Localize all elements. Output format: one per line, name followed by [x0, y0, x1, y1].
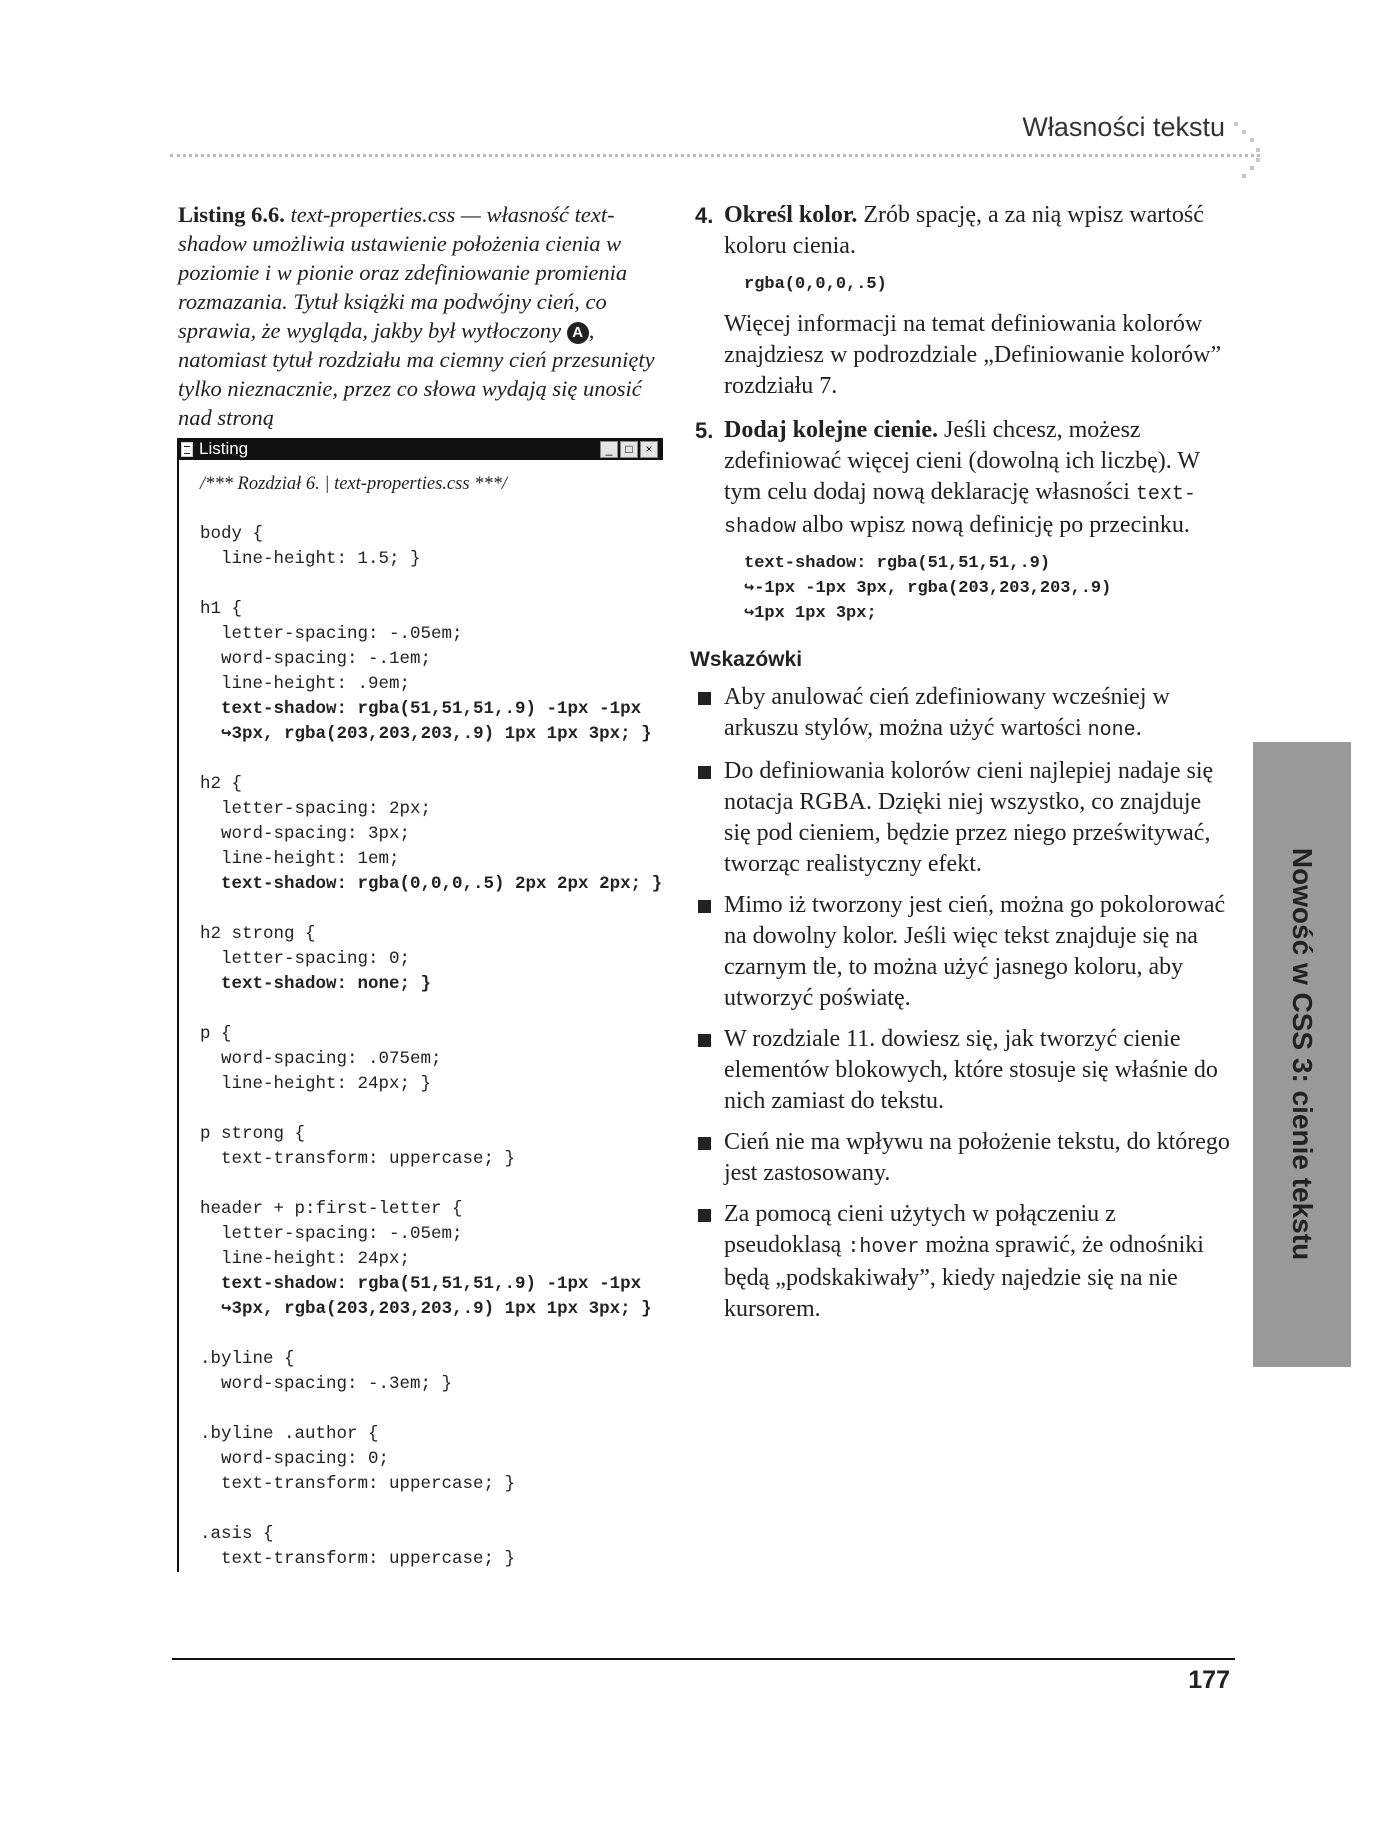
code-line [200, 1172, 662, 1197]
code-line: line-height: 24px; } [200, 1074, 432, 1094]
bullet-square-icon [698, 1209, 711, 1222]
step-title: Określ kolor. [724, 202, 858, 228]
listing-label: Listing 6.6. [178, 202, 285, 227]
code-line: text-shadow: rgba(0,0,0,.5) 2px 2px 2px; } [200, 874, 663, 894]
code-line [200, 1322, 662, 1347]
code-line: h2 strong { [200, 924, 316, 944]
code-line: .byline .author { [200, 1424, 379, 1444]
side-tab-label: Nowość w CSS 3: cienie tekstu [1287, 847, 1318, 1261]
tip-text-end: można sprawić, że odnośniki będą „podskakiwały”, kiedy najedzie się na nie kursorem. [724, 1232, 1204, 1322]
code-line: ↪3px, rgba(203,203,203,.9) 1px 1px 3px; } [200, 724, 652, 744]
tip-text: W rozdziale 11. dowiesz się, jak tworzyć cienie elementów blokowych, które stosuje się właśnie do nich zamiast do tekstu. [724, 1026, 1218, 1114]
bullet-square-icon [698, 900, 711, 913]
code-line: letter-spacing: -.05em; [200, 1224, 463, 1244]
code-listing [200, 522, 662, 1572]
tips-heading: Wskazówki [690, 648, 803, 671]
step-note: Więcej informacji na temat definiowania kolorów znajdziesz w podrozdziale „Definiowanie kolorów” rozdziału 7. [724, 311, 1222, 399]
code-line: line-height: 1.5; } [200, 549, 421, 569]
code-line: line-height: .9em; [200, 674, 411, 694]
running-header: Własności tekstu [1022, 112, 1225, 142]
inline-code: text-shadow [724, 483, 1196, 539]
instructions-column [690, 200, 1230, 1335]
tip-item [690, 1024, 1230, 1117]
tip-text: Aby anulować cień zdefiniowany wcześniej w arkuszu stylów, można użyć wartości [724, 684, 1170, 741]
step-4 [690, 200, 1230, 262]
bullet-square-icon [698, 1137, 711, 1150]
step-title: Dodaj kolejne cienie. [724, 417, 938, 443]
code-line: word-spacing: 3px; [200, 824, 411, 844]
tip-item [690, 756, 1230, 880]
step-text: Jeśli chcesz, możesz zdefiniować więcej cieni (dowolną ich liczbę). W tym celu dodaj nową deklarację własności [724, 417, 1200, 505]
code-line: .asis { [200, 1524, 274, 1544]
bullet-square-icon [698, 1034, 711, 1047]
code-line: text-transform: uppercase; } [200, 1549, 516, 1569]
code-line [200, 1397, 662, 1422]
code-line: letter-spacing: -.05em; [200, 624, 463, 644]
code-line: letter-spacing: 0; [200, 949, 411, 969]
code-line: word-spacing: 0; [200, 1449, 390, 1469]
tip-text: Do definiowania kolorów cieni najlepiej nadaje się notacja RGBA. Dzięki niej wszystko, co znajduje się pod cieniem, będzie przez niego prześwitywać, tworząc realistyczny efekt. [724, 758, 1214, 877]
code-line: text-shadow: rgba(51,51,51,.9) -1px -1px [200, 1274, 642, 1294]
minimize-icon: _ [600, 441, 618, 458]
footer-rule [172, 1658, 1235, 1660]
tip-item [690, 682, 1230, 746]
step-number: 4. [695, 203, 714, 228]
code-line: h2 { [200, 774, 243, 794]
code-line: ↪3px, rgba(203,203,203,.9) 1px 1px 3px; } [200, 1299, 652, 1319]
code-line [200, 1097, 662, 1122]
tip-text: Mimo iż tworzony jest cień, można go pokolorować na dowolny kolor. Jeśli więc tekst znajduje się na czarnym tle, to można użyć jasnego koloru, aby utworzyć poświatę. [724, 892, 1226, 1011]
document-icon [181, 442, 193, 457]
code-line: letter-spacing: 2px; [200, 799, 432, 819]
corner-dots-ornament [1232, 120, 1262, 182]
code-line: line-height: 24px; [200, 1249, 411, 1269]
code-line: p strong { [200, 1124, 306, 1144]
tip-text: Za pomocą cieni użytych w połączeniu z pseudoklasą [724, 1201, 1116, 1258]
code-line: text-shadow: rgba(51,51,51,.9) -1px -1px [200, 699, 642, 719]
tips-list [690, 682, 1230, 1325]
header-dotted-rule [170, 154, 1260, 157]
listing-left-border [177, 460, 179, 1572]
tip-item [690, 1127, 1230, 1189]
maximize-icon: □ [620, 441, 638, 458]
inline-code: :hover [847, 1236, 920, 1259]
listing-caption-text-end: , natomiast tytuł rozdziału ma ciemny cień przesunięty tylko nieznacznie, przez co słowa wydają się unosić nad stroną [178, 318, 655, 430]
code-line: line-height: 1em; [200, 849, 400, 869]
code-comment: /*** Rozdział 6. | text-properties.css ***/ [200, 474, 508, 494]
tip-text: Cień nie ma wpływu na położenie tekstu, do którego jest zastosowany. [724, 1129, 1230, 1186]
side-tab [1253, 742, 1351, 1367]
code-line: word-spacing: .075em; [200, 1049, 442, 1069]
step-number: 5. [695, 418, 714, 443]
code-line [200, 572, 662, 597]
code-line: .byline { [200, 1349, 295, 1369]
tip-item [690, 890, 1230, 1014]
tip-item [690, 1199, 1230, 1325]
bullet-square-icon [698, 766, 711, 779]
step-5 [690, 415, 1230, 543]
code-line: text-transform: uppercase; } [200, 1474, 516, 1494]
code-line: text-transform: uppercase; } [200, 1149, 516, 1169]
close-icon: × [640, 441, 658, 458]
code-line: text-shadow: none; } [200, 974, 432, 994]
step-code: rgba(0,0,0,.5) [744, 275, 887, 294]
listing-caption [178, 200, 668, 432]
code-line [200, 997, 662, 1022]
listing-window-title: Listing [199, 439, 249, 458]
inline-code: none [1087, 719, 1136, 742]
tip-text-end: . [1135, 715, 1142, 741]
code-line: h1 { [200, 599, 243, 619]
step-code: text-shadow: rgba(51,51,51,.9) ↪-1px -1px 3px, rgba(203,203,203,.9) ↪1px 1px 3px; [744, 554, 1112, 623]
code-line [200, 897, 662, 922]
bullet-square-icon [698, 692, 711, 705]
code-line: p { [200, 1024, 232, 1044]
listing-window-titlebar [177, 438, 663, 460]
code-line: word-spacing: -.1em; [200, 649, 432, 669]
code-line: body { [200, 524, 264, 544]
listing-caption-text: text-properties.css — własność text-shadow umożliwia ustawienie położenia cienia w poziomie i w pionie oraz zdefiniowanie promienia rozmazania. Tytuł książki ma podwójny cień, co sprawia, że wygląda, jakby był wytłoczony [178, 202, 628, 343]
code-line: header + p:first-letter { [200, 1199, 463, 1219]
page-number: 177 [1188, 1666, 1230, 1694]
step-text-end: albo wpisz nową definicję po przecinku. [802, 512, 1190, 538]
figure-marker-a: A [567, 322, 589, 344]
code-line [200, 747, 662, 772]
code-line: word-spacing: -.3em; } [200, 1374, 453, 1394]
step-text: Zrób spację, a za nią wpisz wartość koloru cienia. [724, 202, 1204, 259]
code-line [200, 1497, 662, 1522]
